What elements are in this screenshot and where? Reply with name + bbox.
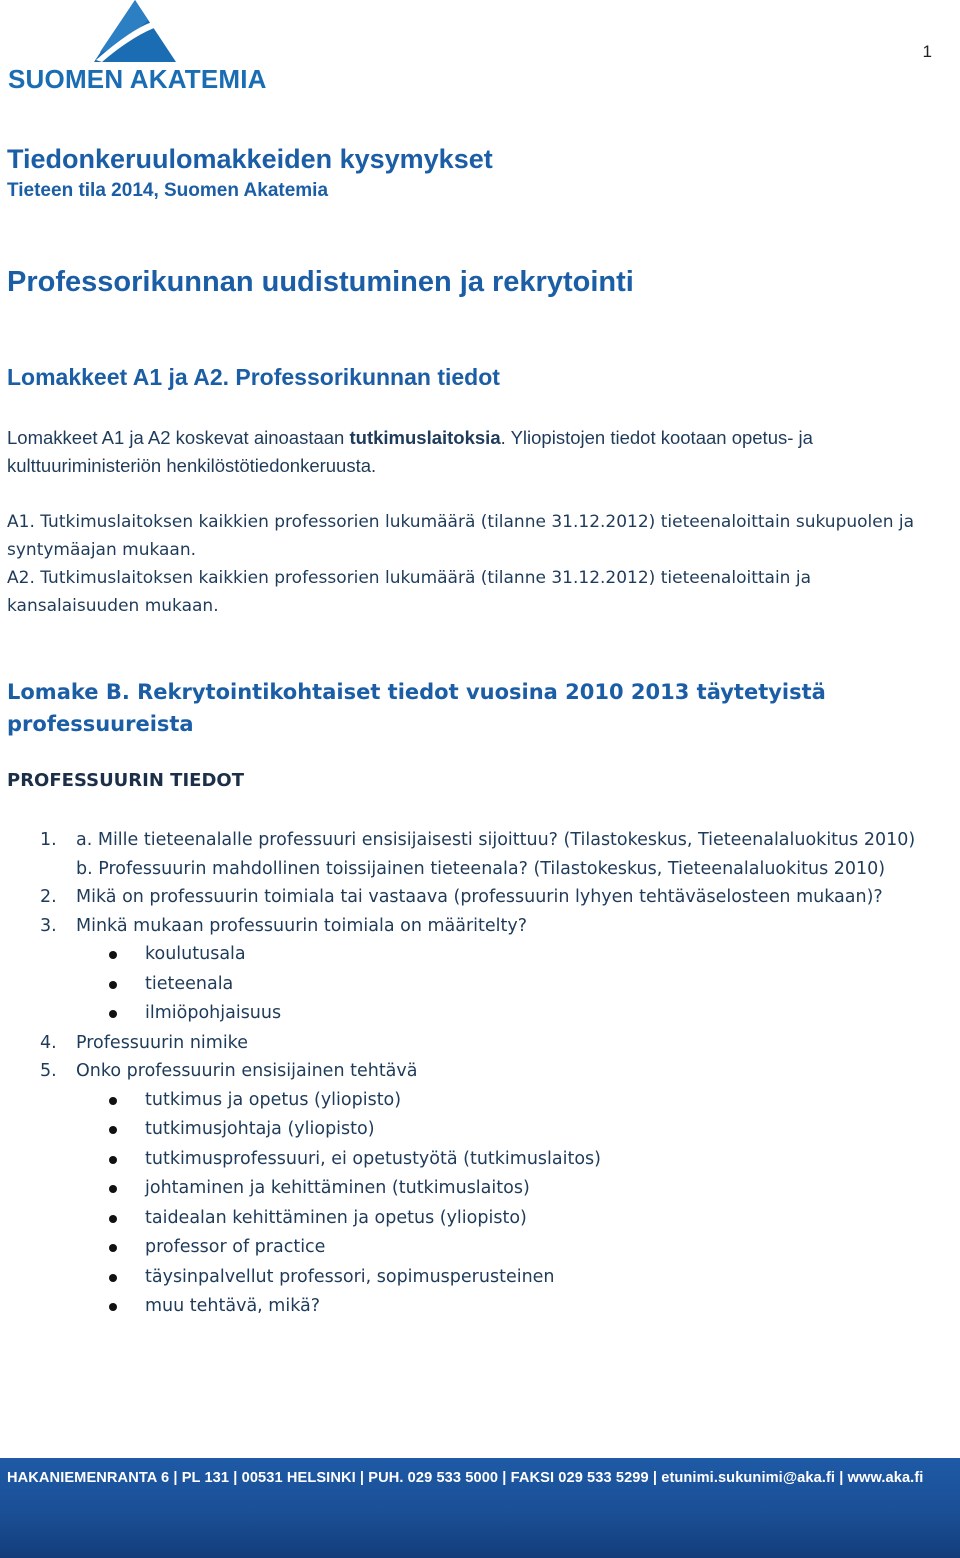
subheading-lomakkeet-a1-a2: Lomakkeet A1 ja A2. Professorikunnan tiedot <box>7 364 500 390</box>
question-text: Onko professuurin ensisijainen tehtävä <box>76 1061 418 1081</box>
question-number: 4. <box>40 1032 57 1053</box>
question-list <box>0 826 940 1322</box>
question-number: 3. <box>40 915 57 936</box>
list-item: johtaminen ja kehittäminen (tutkimuslaitos) <box>0 1174 940 1204</box>
page-number: 1 <box>922 42 932 61</box>
footer-bar <box>0 1458 960 1558</box>
question-3-options <box>0 940 940 1029</box>
logo-triangle-icon <box>90 0 180 66</box>
question-1a <box>0 826 940 855</box>
list-item: tutkimusjohtaja (yliopisto) <box>0 1115 940 1145</box>
question-text: a. Mille tieteenalalle professuuri ensisijaisesti sijoittuu? (Tilastokeskus, Tieteenalaluokitus 2010) <box>76 830 916 850</box>
list-item: täysinpalvellut professori, sopimusperusteinen <box>0 1263 940 1293</box>
suomen-akatemia-logo <box>6 0 267 96</box>
list-item: tutkimusprofessuuri, ei opetustyötä (tutkimuslaitos) <box>0 1145 940 1175</box>
document-title: Tiedonkeruulomakkeiden kysymykset <box>7 144 493 174</box>
document-subtitle: Tieteen tila 2014, Suomen Akatemia <box>7 180 329 201</box>
question-text: Mikä on professuurin toimiala tai vastaava (professuurin lyhyen tehtäväselosteen mukaan)? <box>76 887 883 907</box>
question-1b <box>0 855 940 884</box>
footer-contact-info: HAKANIEMENRANTA 6 | PL 131 | 00531 HELSINKI | PUH. 029 533 5000 | FAKSI 029 533 5299 | etunimi.sukunimi@aka.fi | www.aka.fi <box>7 1470 924 1486</box>
question-5 <box>0 1057 940 1086</box>
logo-text: SUOMEN AKATEMIA <box>8 64 267 94</box>
list-item: muu tehtävä, mikä? <box>0 1292 940 1322</box>
question-text: Minkä mukaan professuurin toimiala on määritelty? <box>76 915 528 936</box>
question-text: Professuurin nimike <box>76 1032 248 1053</box>
question-number: 5. <box>40 1061 57 1081</box>
question-number: 1. <box>40 830 57 850</box>
a1-paragraph: A1. Tutkimuslaitoksen kaikkien professorien lukumäärä (tilanne 31.12.2012) tieteenaloittain sukupuolen ja syntymäajan mukaan. <box>7 512 915 560</box>
question-5-options <box>0 1086 940 1322</box>
section-heading: Professorikunnan uudistuminen ja rekrytointi <box>7 266 634 298</box>
list-item: ilmiöpohjaisuus <box>0 999 940 1029</box>
lomake-b-heading: Lomake B. Rekrytointikohtaiset tiedot vuosina 2010 2013 täytetyistä professuureista <box>7 680 826 736</box>
professuurin-tiedot-heading: PROFESSUURIN TIEDOT <box>7 770 244 791</box>
question-number: 2. <box>40 887 57 907</box>
question-text: b. Professuurin mahdollinen toissijainen tieteenala? (Tilastokeskus, Tieteenalaluokitus 2010) <box>76 858 886 879</box>
list-item: tieteenala <box>0 970 940 1000</box>
list-item: tutkimus ja opetus (yliopisto) <box>0 1086 940 1116</box>
intro-text-1: Lomakkeet A1 ja A2 koskevat ainoastaan <box>7 427 350 448</box>
list-item: taidealan kehittäminen ja opetus (yliopisto) <box>0 1204 940 1234</box>
intro-bold-text: tutkimuslaitoksia <box>349 427 501 448</box>
list-item: professor of practice <box>0 1233 940 1263</box>
intro-text-2: . Yliopistojen tiedot kootaan opetus- ja kulttuuriministeriön henkilöstötiedonkeruusta. <box>7 427 813 476</box>
question-2 <box>0 883 940 912</box>
a2-paragraph: A2. Tutkimuslaitoksen kaikkien professorien lukumäärä (tilanne 31.12.2012) tieteenaloittain ja kansalaisuuden mukaan. <box>7 568 811 616</box>
list-item: koulutusala <box>0 940 940 970</box>
question-4 <box>0 1029 940 1058</box>
intro-paragraph <box>7 424 942 480</box>
question-3 <box>0 912 940 941</box>
